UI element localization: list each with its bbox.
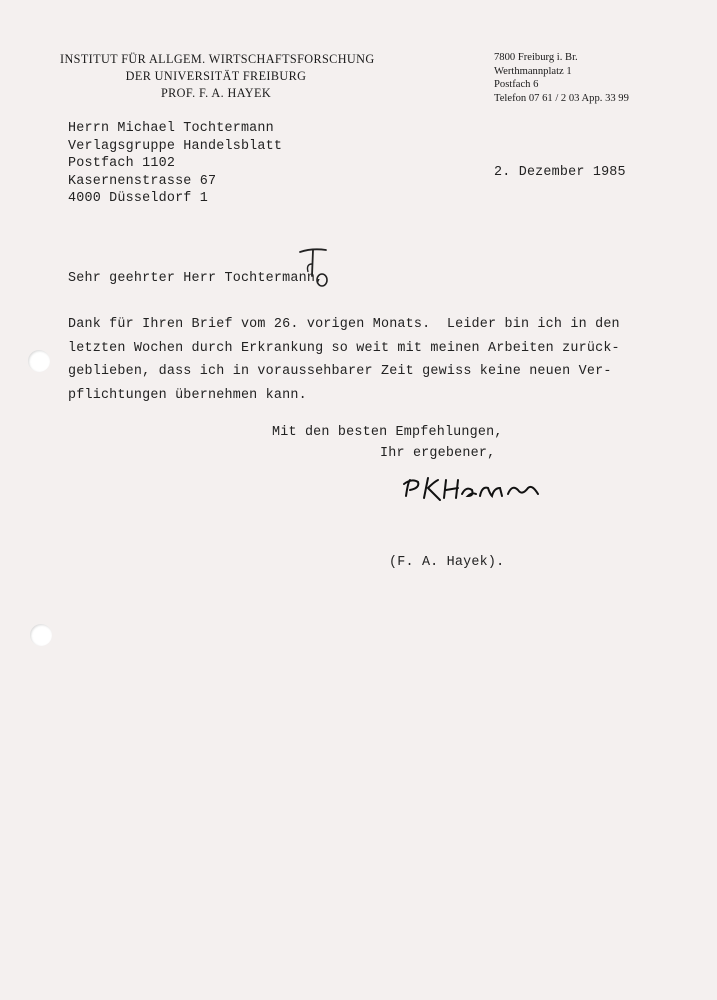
recipient-line: Herrn Michael Tochtermann bbox=[68, 121, 274, 136]
letterhead-institute bbox=[60, 51, 375, 102]
address-line: 7800 Freiburg i. Br. bbox=[494, 52, 578, 63]
recipient-line: Postfach 1102 bbox=[68, 156, 176, 171]
address-line: Postfach 6 bbox=[494, 79, 539, 90]
typed-signature-name: (F. A. Hayek). bbox=[389, 555, 505, 570]
letter-date: 2. Dezember 1985 bbox=[494, 165, 626, 180]
institute-line: DER UNIVERSITÄT FREIBURG bbox=[125, 69, 307, 83]
institute-line: PROF. F. A. HAYEK bbox=[160, 86, 272, 100]
body-line: Dank für Ihren Brief vom 26. vorigen Monats. Leider bin ich in den bbox=[68, 317, 620, 332]
handwritten-signature bbox=[400, 470, 545, 510]
punch-hole bbox=[28, 350, 50, 372]
address-line: Telefon 07 61 / 2 03 App. 33 99 bbox=[494, 92, 629, 104]
body-line: geblieben, dass ich in voraussehbarer Zeit gewiss keine neuen Ver- bbox=[68, 364, 612, 379]
recipient-address bbox=[68, 120, 282, 208]
institute-line: INSTITUT FÜR ALLGEM. WIRTSCHAFTSFORSCHUNG bbox=[60, 52, 375, 66]
body-line: pflichtungen übernehmen kann. bbox=[68, 387, 307, 403]
recipient-line: 4000 Düsseldorf 1 bbox=[68, 191, 209, 206]
body-line: letzten Wochen durch Erkrankung so weit mit meinen Arbeiten zurück- bbox=[68, 340, 620, 356]
handwritten-annotation-mark bbox=[296, 244, 336, 292]
recipient-line: Kasernenstrasse 67 bbox=[68, 173, 217, 189]
punch-hole bbox=[30, 624, 52, 646]
closing-line: Ihr ergebener, bbox=[380, 446, 496, 461]
letterhead-address bbox=[494, 51, 629, 105]
closing-line: Mit den besten Empfehlungen, bbox=[272, 425, 503, 440]
recipient-line: Verlagsgruppe Handelsblatt bbox=[68, 138, 283, 154]
salutation: Sehr geehrter Herr Tochtermann, bbox=[68, 271, 324, 286]
address-line: Werthmannplatz 1 bbox=[494, 65, 572, 77]
letter-body bbox=[68, 313, 668, 407]
